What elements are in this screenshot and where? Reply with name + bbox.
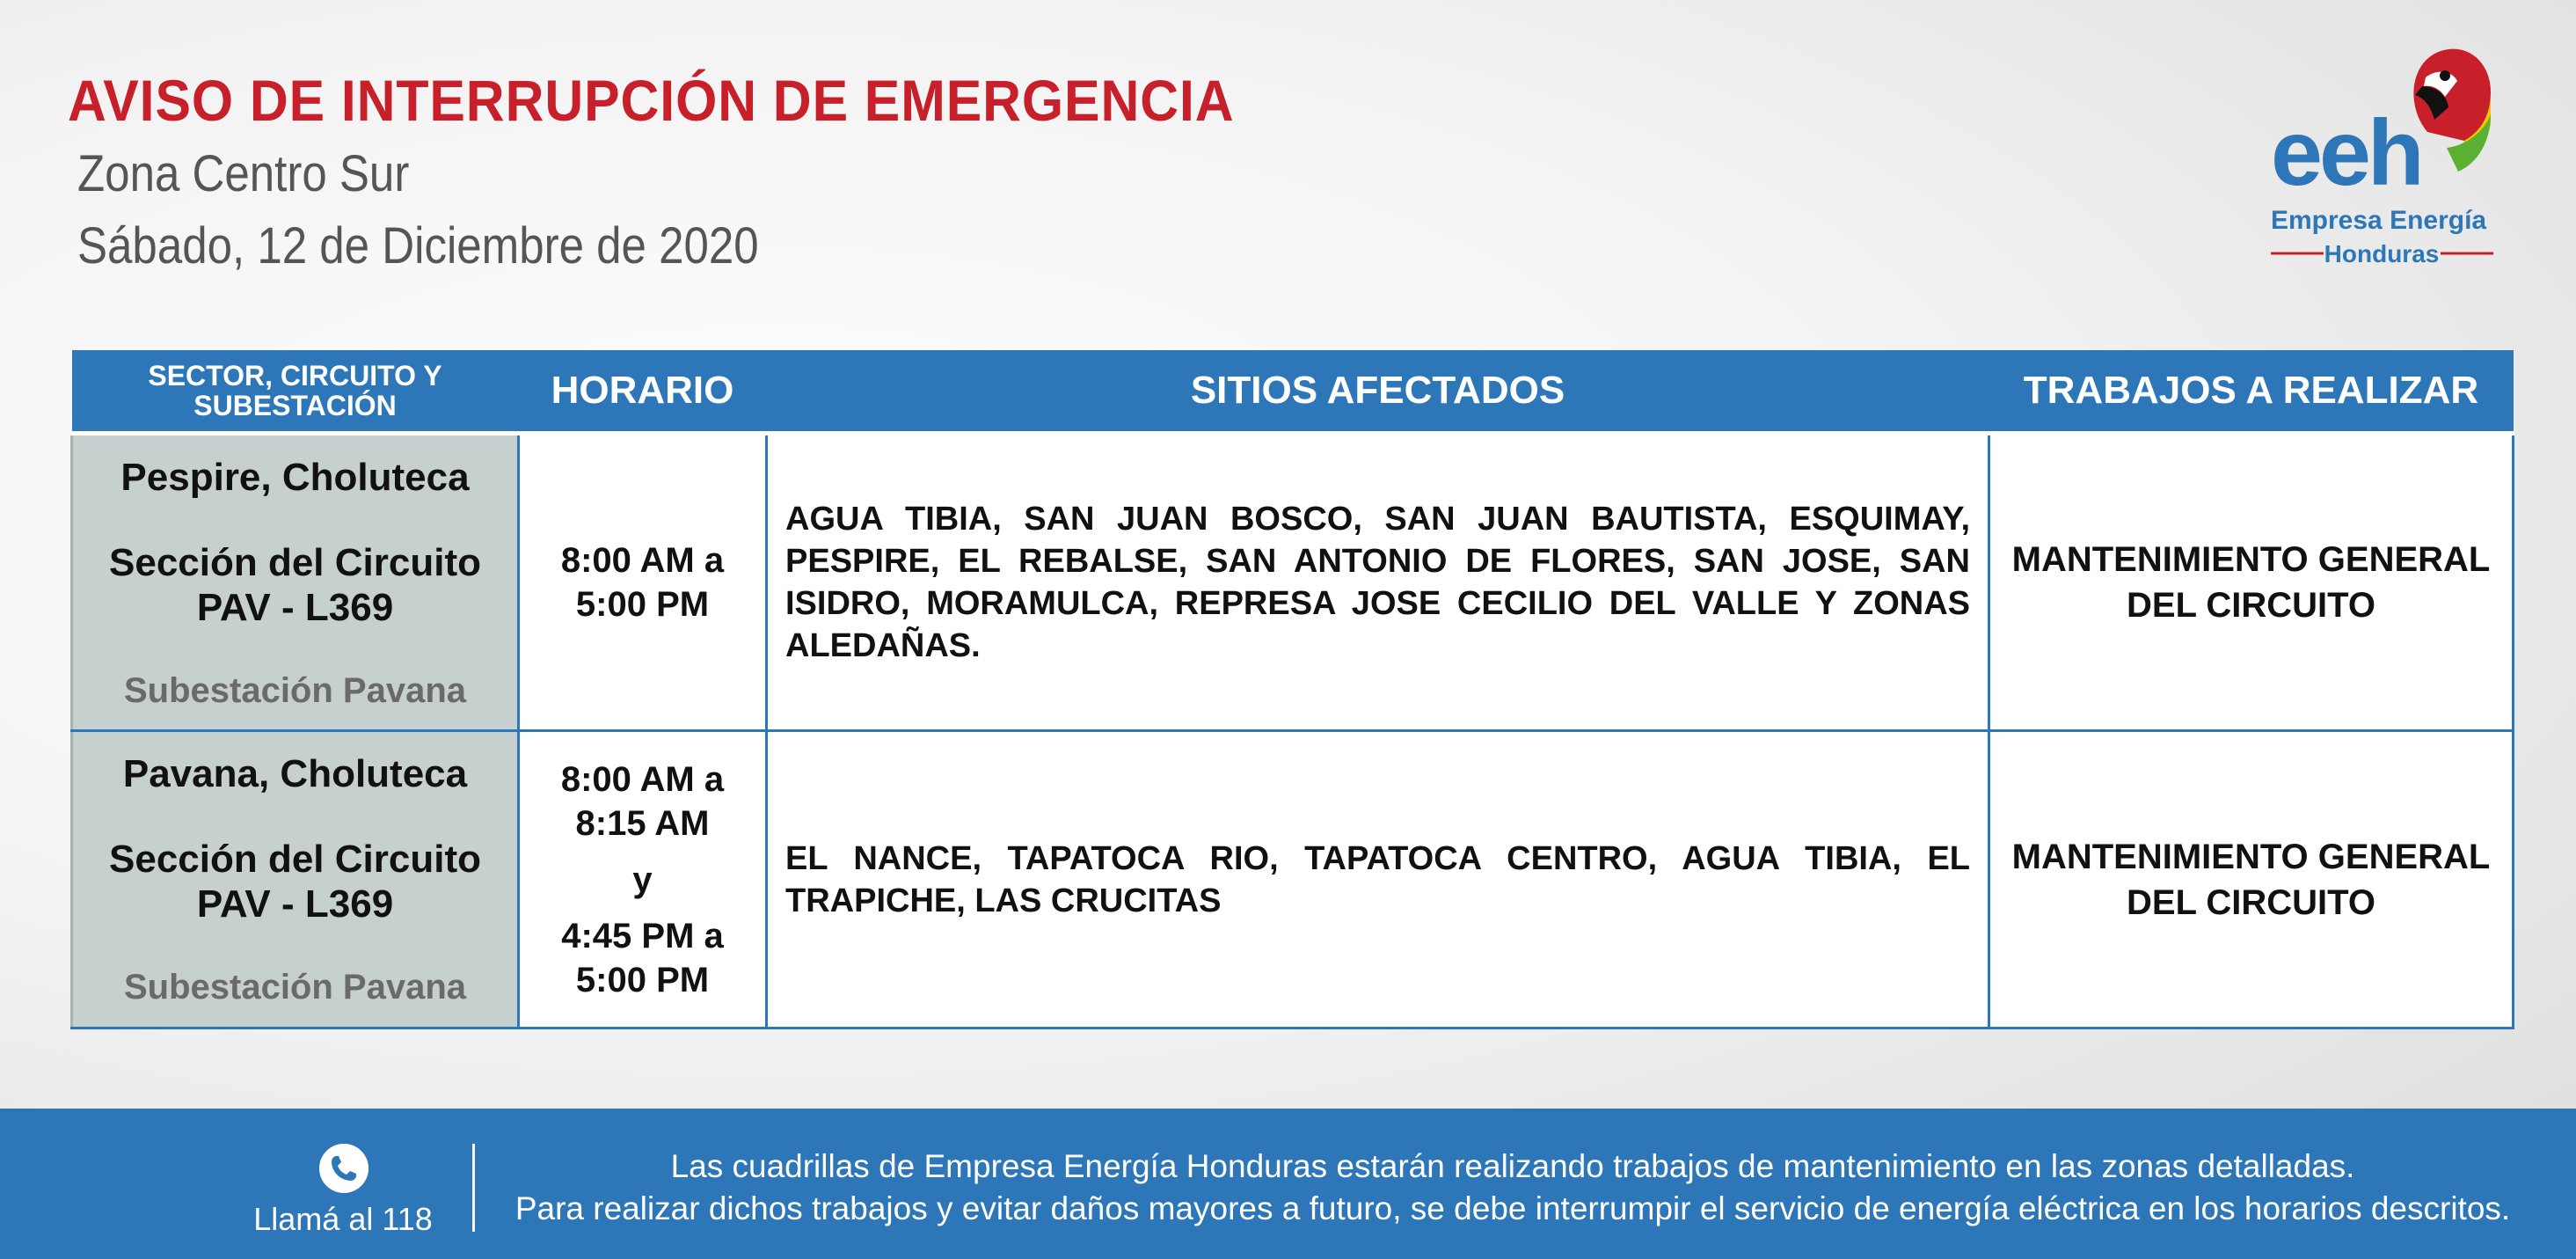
substation-name: Subestación Pavana bbox=[123, 670, 467, 710]
work-cell bbox=[1989, 731, 2514, 1028]
logo-line1: Empresa Energía bbox=[2271, 206, 2487, 235]
work-cell bbox=[1989, 434, 2514, 731]
schedule-line: 8:00 AM a bbox=[560, 759, 725, 799]
page-title: AVISO DE INTERRUPCIÓN DE EMERGENCIA bbox=[68, 68, 1235, 133]
schedule-line: 5:00 PM bbox=[575, 960, 710, 999]
date-subtitle: Sábado, 12 de Diciembre de 2020 bbox=[77, 217, 759, 274]
sector-cell bbox=[72, 731, 519, 1028]
table-row bbox=[72, 731, 2514, 1028]
header-work: TRABAJOS A REALIZAR bbox=[1989, 350, 2514, 434]
parrot-logo-icon bbox=[2413, 49, 2491, 172]
logo-wordmark: eeh bbox=[2271, 101, 2421, 205]
schedule-line: 8:15 AM bbox=[575, 803, 710, 843]
header-sector: SECTOR, CIRCUITO Y SUBESTACIÓN bbox=[72, 350, 519, 434]
sector-location: Pespire, Choluteca bbox=[120, 455, 470, 499]
header-sites: SITIOS AFECTADOS bbox=[767, 350, 1989, 434]
footer-divider bbox=[472, 1144, 475, 1232]
work-line: MANTENIMIENTO GENERAL bbox=[2011, 837, 2491, 876]
company-logo bbox=[2260, 44, 2524, 273]
affected-sites: AGUA TIBIA, SAN JUAN BOSCO, SAN JUAN BAUTISTA, ESQUIMAY, PESPIRE, EL REBALSE, SAN ANTONIO DE FLORES, SAN JOSE, SAN ISIDRO, MORAMULCA, REPRESA JOSE CECILIO DEL VALLE Y ZONAS ALEDAÑAS. bbox=[767, 434, 1989, 731]
sector-location: Pavana, Choluteca bbox=[122, 752, 468, 795]
table-row bbox=[72, 434, 2514, 731]
zone-subtitle: Zona Centro Sur bbox=[77, 145, 410, 202]
footer-banner bbox=[0, 1109, 2576, 1259]
schedule-cell bbox=[519, 731, 767, 1028]
work-line: DEL CIRCUITO bbox=[2127, 586, 2375, 625]
schedule-join: y bbox=[632, 860, 653, 899]
circuit-code: PAV - L369 bbox=[196, 585, 394, 629]
logo-line2: Honduras bbox=[2324, 240, 2440, 267]
circuit-section: Sección del Circuito bbox=[109, 540, 481, 584]
circuit-section: Sección del Circuito bbox=[109, 838, 481, 881]
footer-line: Para realizar dichos trabajos y evitar daños mayores a futuro, se debe interrumpir el servicio de energía eléctrica en los horarios descritos. bbox=[514, 1190, 2511, 1226]
phone-icon bbox=[319, 1144, 369, 1193]
call-label: Llamá al 118 bbox=[253, 1201, 433, 1237]
sector-cell bbox=[72, 434, 519, 731]
schedule-line: 5:00 PM bbox=[575, 585, 710, 624]
schedule-line: 8:00 AM a bbox=[560, 541, 725, 580]
header-schedule: HORARIO bbox=[519, 350, 767, 434]
schedule-cell bbox=[519, 434, 767, 731]
affected-sites: EL NANCE, TAPATOCA RIO, TAPATOCA CENTRO, AGUA TIBIA, EL TRAPICHE, LAS CRUCITAS bbox=[767, 731, 1989, 1028]
interruption-table bbox=[70, 350, 2514, 1029]
work-line: MANTENIMIENTO GENERAL bbox=[2011, 540, 2491, 579]
work-line: DEL CIRCUITO bbox=[2127, 882, 2375, 922]
circuit-code: PAV - L369 bbox=[196, 882, 394, 926]
schedule-line: 4:45 PM a bbox=[561, 916, 724, 955]
substation-name: Subestación Pavana bbox=[123, 968, 467, 1006]
footer-line: Las cuadrillas de Empresa Energía Honduras estarán realizando trabajos de mantenimiento en las zonas detalladas. bbox=[670, 1148, 2355, 1184]
footer-message bbox=[493, 1146, 2533, 1230]
